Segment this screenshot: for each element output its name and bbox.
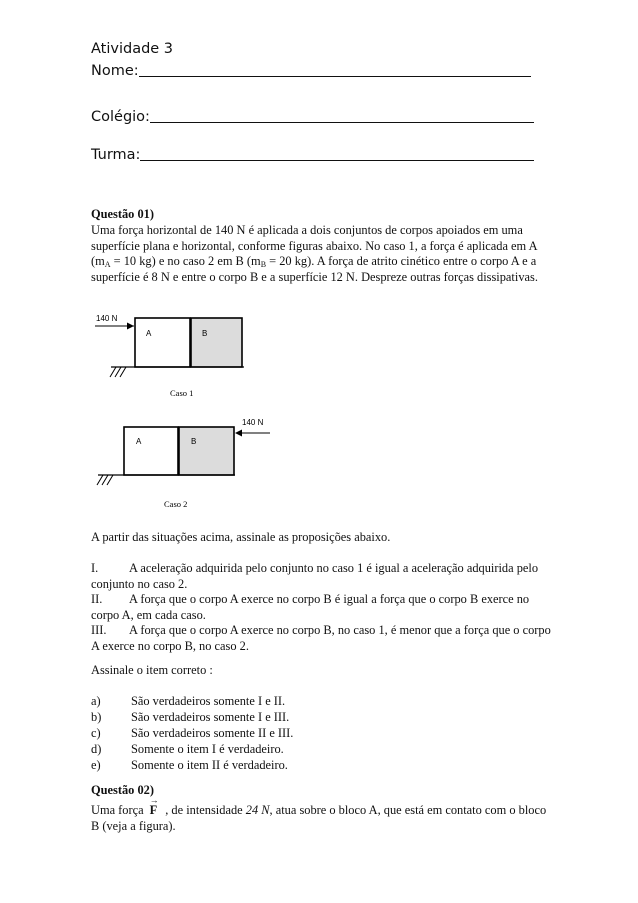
proposition-3 xyxy=(91,623,551,654)
arrowhead-caso-2 xyxy=(235,430,242,437)
option-c-label: c) xyxy=(91,726,101,740)
subscript-a: A xyxy=(104,260,111,270)
option-b-label: b) xyxy=(91,710,102,724)
statement-part-1: Uma força horizontal de 140 N é aplicada a dois conjuntos de corpos apoiados em uma superfície plana e horizontal, conforme figuras abaixo. No caso 1, a força é aplicada em A (m xyxy=(91,223,537,269)
arrowhead-caso-1 xyxy=(127,323,134,330)
propositions-intro: A partir das situações acima, assinale as proposições abaixo. xyxy=(91,530,391,544)
proposition-3-text: A força que o corpo A exerce no corpo B, no caso 1, é menor que a força que o corpo A exerce no corpo B, no caso 2. xyxy=(91,623,551,653)
option-c xyxy=(91,726,293,742)
proposition-2-text: A força que o corpo A exerce no corpo B é igual a força que o corpo B exerce no corpo A, em cada caso. xyxy=(91,592,530,622)
question-1-title: Questão 01) xyxy=(91,207,154,221)
figure-caso-2 xyxy=(92,413,282,513)
option-a-label: a) xyxy=(91,694,101,708)
option-e-text: Somente o item II é verdadeiro. xyxy=(131,758,288,772)
subscript-b: B xyxy=(260,260,267,270)
class-blank-line xyxy=(140,146,534,161)
activity-title: Atividade 3 xyxy=(91,41,174,57)
q2-intensity: 24 N xyxy=(245,803,270,817)
option-e-label: e) xyxy=(91,758,101,772)
force-label-caso-2: 140 N xyxy=(242,418,264,427)
block-b-label-caso-2: B xyxy=(191,437,197,446)
option-d-label: d) xyxy=(91,742,102,756)
name-label: Nome: xyxy=(91,63,139,79)
question-1-statement xyxy=(91,223,551,285)
school-label: Colégio: xyxy=(91,109,150,125)
proposition-2 xyxy=(91,592,551,623)
figure-caso-1 xyxy=(92,305,252,405)
proposition-1-number: I. xyxy=(91,561,99,575)
block-b-caso-2 xyxy=(179,427,234,475)
question-2-statement xyxy=(91,803,551,834)
ground-hatch-caso-1 xyxy=(110,367,126,377)
q2-text-after: , atua sobre o bloco A, que está em contato com o bloco B (veja a figura). xyxy=(91,803,547,833)
block-a-label-caso-2: A xyxy=(136,437,142,446)
block-a-caso-2 xyxy=(124,427,178,475)
school-field xyxy=(91,108,534,126)
option-b xyxy=(91,710,289,726)
option-c-text: São verdadeiros somente II e III. xyxy=(131,726,294,740)
school-blank-line xyxy=(150,108,534,123)
q2-text-before: Uma força xyxy=(91,803,144,817)
option-b-text: São verdadeiros somente I e III. xyxy=(131,710,290,724)
class-label: Turma: xyxy=(91,147,141,163)
name-field xyxy=(91,62,531,80)
question-2-title: Questão 02) xyxy=(91,783,154,797)
option-d-text: Somente o item I é verdadeiro. xyxy=(131,742,284,756)
proposition-3-number: III. xyxy=(91,623,107,637)
block-b-label-caso-1: B xyxy=(202,329,208,338)
proposition-1 xyxy=(91,561,551,592)
option-d xyxy=(91,742,284,758)
option-a-text: São verdadeiros somente I e II. xyxy=(131,694,286,708)
statement-part-2: = 10 kg) e no caso 2 em B (m xyxy=(110,254,261,269)
caption-caso-1: Caso 1 xyxy=(170,388,194,398)
force-vector-symbol: → F xyxy=(150,803,158,819)
block-a-label-caso-1: A xyxy=(146,329,152,338)
caption-caso-2: Caso 2 xyxy=(164,499,188,509)
statement-part-3: = 20 kg). A força de atrito cinético entre o corpo A e a superfície é 8 N e entre o corpo B e a superfície 12 N. Despreze outras forças dissipativas. xyxy=(91,254,538,284)
q2-text-mid: , de intensidade xyxy=(165,803,243,817)
force-label-caso-1: 140 N xyxy=(96,314,118,323)
option-e xyxy=(91,758,288,774)
name-blank-line xyxy=(139,62,531,77)
ground-hatch-caso-2 xyxy=(97,475,113,485)
class-field xyxy=(91,146,534,164)
answer-prompt: Assinale o item correto : xyxy=(91,663,213,677)
block-b-caso-1 xyxy=(191,318,242,367)
proposition-2-number: II. xyxy=(91,592,103,606)
option-a xyxy=(91,694,285,710)
proposition-1-text: A aceleração adquirida pelo conjunto no caso 1 é igual a aceleração adquirida pelo conjunto no caso 2. xyxy=(91,561,539,591)
block-a-caso-1 xyxy=(135,318,190,367)
